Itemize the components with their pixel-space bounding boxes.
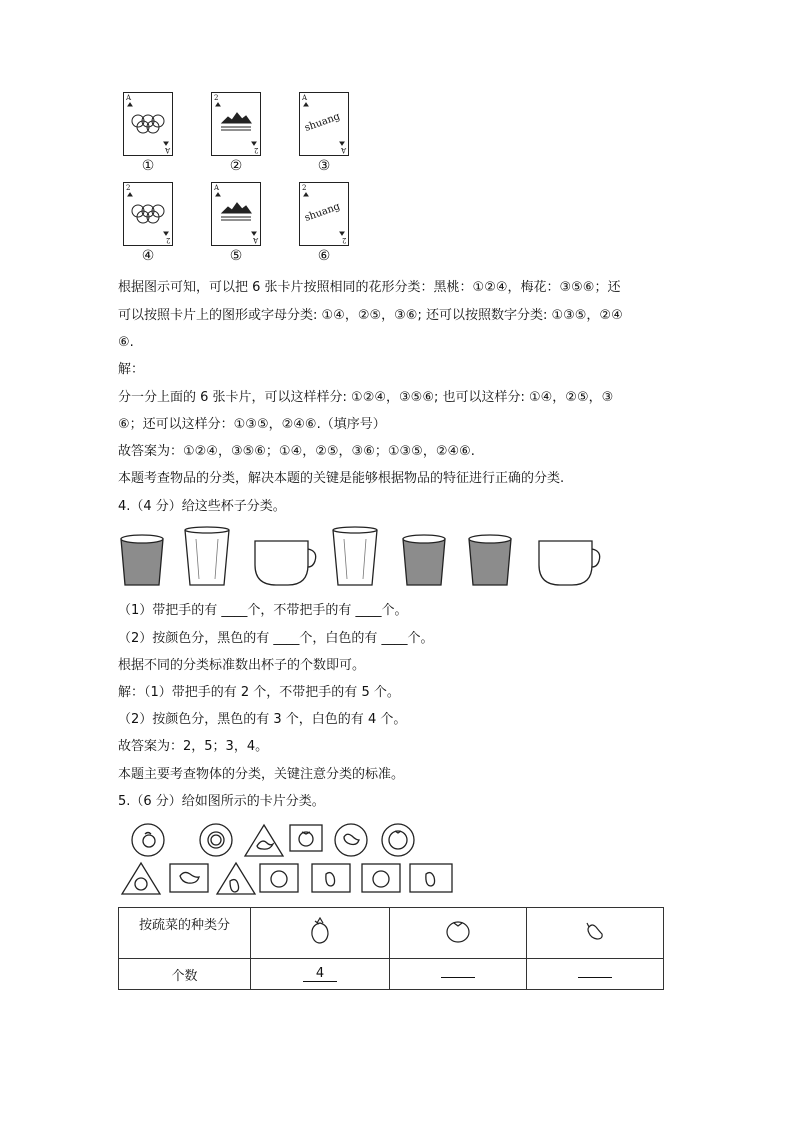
- white-glass-icon: [182, 525, 232, 591]
- radish-icon: [251, 908, 390, 959]
- gray-cup-icon: [118, 525, 168, 591]
- card-rank: 2: [126, 184, 131, 192]
- count-radish: 4: [251, 959, 390, 990]
- card-word: shuang: [303, 201, 342, 224]
- card-rank: 2: [253, 146, 258, 154]
- white-glass-icon: [330, 525, 380, 591]
- card-face: [123, 92, 173, 156]
- q3-solution-line-2: ⑥；还可以这样分：①③⑤，②④⑥.（填序号）: [118, 417, 386, 432]
- triangle-card: [217, 863, 255, 894]
- q4-solution-1: 解：（1）带把手的有 2 个，不带把手的有 5 个。: [118, 685, 400, 700]
- card-face: [299, 92, 349, 156]
- q3-comment: 本题考查物品的分类，解决本题的关键是能够根据物品的特征进行正确的分类.: [118, 471, 565, 486]
- gray-cup-icon: [466, 525, 516, 591]
- card-rank: 2: [302, 184, 307, 192]
- rings-icon: [124, 93, 172, 155]
- tomato-icon: [390, 908, 527, 959]
- q3-analysis-line-1: 根据图示可知，可以把 6 张卡片按照相同的花形分类：黑桃：①②④，梅花：③⑤⑥；还: [118, 280, 621, 295]
- rect-card: [260, 864, 298, 892]
- white-mug-icon: [536, 525, 602, 591]
- playing-card-4: [118, 182, 178, 264]
- card-number-label: ⑤: [229, 248, 243, 264]
- rings-icon: [124, 183, 172, 245]
- q4-title: 4.（4 分）给这些杯子分类。: [118, 499, 286, 514]
- card-rank: A: [126, 94, 132, 102]
- q3-analysis-line-2: 可以按照卡片上的图形或字母分类: ①④，②⑤，③⑥; 还可以按照数字分类: ①③⑤，②④: [118, 308, 623, 323]
- card-rank: 2: [165, 236, 170, 244]
- rect-card: [312, 864, 350, 892]
- q4-sub-2: （2）按颜色分，黑色的有 ____个，白色的有 ____个。: [118, 631, 434, 646]
- card-face: [123, 182, 173, 246]
- rect-card: [362, 864, 400, 892]
- circle-card: [335, 824, 367, 856]
- mountain-icon: [212, 93, 260, 155]
- q4-comment: 本题主要考查物体的分类，关键注意分类的标准。: [118, 767, 405, 782]
- playing-card-1: [118, 92, 178, 174]
- eggplant-icon: [527, 908, 664, 959]
- card-number-label: ①: [141, 158, 155, 174]
- card-face: [299, 182, 349, 246]
- card-face: [211, 182, 261, 246]
- playing-card-3: [294, 92, 354, 174]
- q4-analysis: 根据不同的分类标准数出杯子的个数即可。: [118, 658, 366, 673]
- mountain-icon: [212, 183, 260, 245]
- q5-title: 5.（6 分）给如图所示的卡片分类。: [118, 794, 325, 809]
- white-mug-icon: [252, 525, 318, 591]
- cup-row: [118, 525, 618, 591]
- count-tomato: [390, 959, 527, 990]
- q3-solution-label: 解：: [118, 362, 145, 377]
- playing-card-2: [206, 92, 266, 174]
- playing-card-5: [206, 182, 266, 264]
- table-header-cell: 按疏菜的种类分: [119, 908, 251, 959]
- q3-answer: 故答案为：①②④，③⑤⑥；①④，②⑤，③⑥；①③⑤，②④⑥.: [118, 444, 475, 459]
- gray-cup-icon: [400, 525, 450, 591]
- triangle-card: [245, 825, 283, 856]
- playing-card-6: [294, 182, 354, 264]
- vegetable-card-rows: [118, 820, 478, 900]
- card-rank: A: [164, 146, 170, 154]
- circle-card: [132, 824, 164, 856]
- card-rank: 2: [341, 236, 346, 244]
- card-rank: 2: [214, 94, 219, 102]
- card-number-label: ②: [229, 158, 243, 174]
- card-rank: A: [340, 146, 346, 154]
- q4-answer: 故答案为：2，5；3，4。: [118, 739, 269, 754]
- count-eggplant: [527, 959, 664, 990]
- q4-sub-1: （1）带把手的有 ____个，不带把手的有 ____个。: [118, 603, 408, 618]
- card-word: shuang: [303, 111, 342, 134]
- circle-card: [382, 824, 414, 856]
- q3-solution-line-1: 分一分上面的 6 张卡片，可以这样样分: ①②④，③⑤⑥; 也可以这样分: ①④，②⑤，③: [118, 390, 614, 405]
- card-face: [211, 92, 261, 156]
- vegetable-table: [118, 907, 664, 990]
- card-number-label: ⑥: [317, 248, 331, 264]
- triangle-card: [122, 863, 160, 894]
- count-label: 个数: [119, 959, 251, 990]
- card-rank: A: [252, 236, 258, 244]
- card-number-label: ③: [317, 158, 331, 174]
- rect-card: [290, 825, 322, 851]
- card-rank: A: [302, 94, 308, 102]
- q4-solution-2: （2）按颜色分，黑色的有 3 个，白色的有 4 个。: [118, 712, 407, 727]
- card-rank: A: [214, 184, 220, 192]
- rect-card: [170, 864, 208, 892]
- q3-analysis-line-3: ⑥.: [118, 335, 134, 350]
- card-number-label: ④: [141, 248, 155, 264]
- circle-card: [200, 824, 232, 856]
- rect-card: [410, 864, 452, 892]
